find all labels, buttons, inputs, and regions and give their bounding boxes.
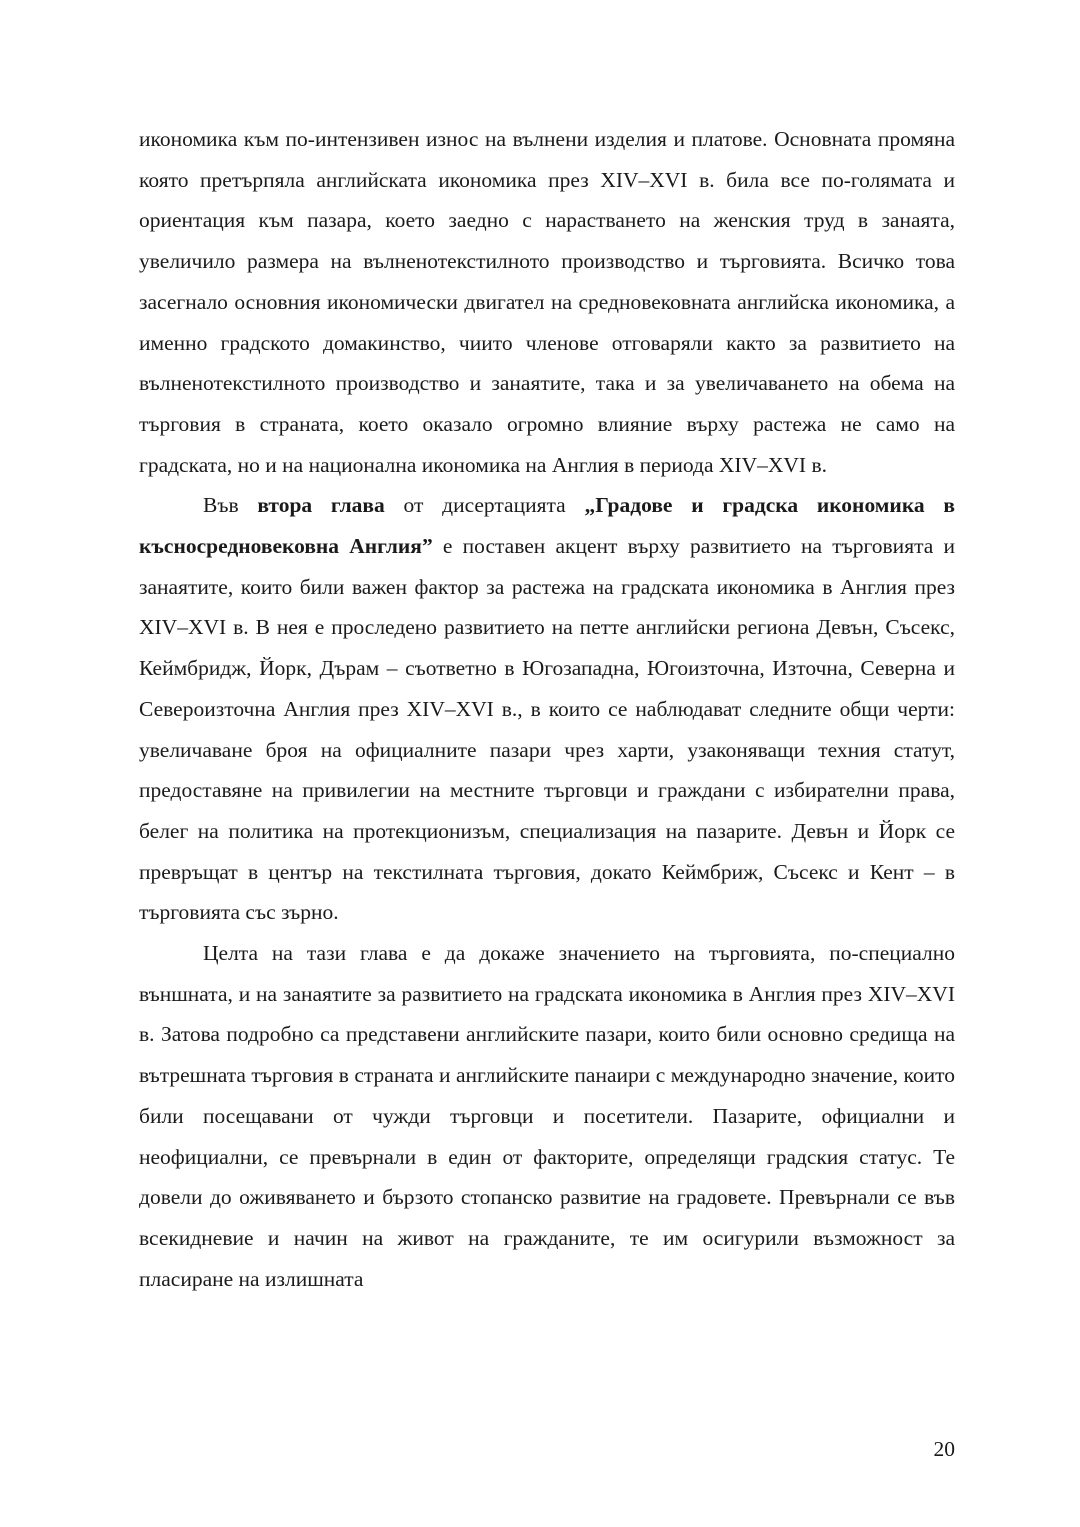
- paragraph-text: от дисертацията: [384, 493, 585, 518]
- dissertation-chapter-title: „Градове и градска икономика в късносредновековна Англия”: [139, 493, 955, 559]
- paragraph-chapter-goal: Целта на тази глава е да докаже значението на търговията, по-специално външната, и на занаятите за развитието на градската икономика в Англия през XIV–XVI в. Затова подробно са представени английските пазари, които били основно средища на вътрешната търговия в страната и английските панаири с международно значение, които били посещавани от чужди търговци и посетители. Пазарите, официални и неофициални, се превърнали в един от факторите, определящи градския статус. Те довели до оживяването и бързото стопанско развитие на градовете. Превърнали се във всекидневие и начин на живот на гражданите, те им осигурили възможност за пласиране на излишната: [139, 941, 955, 1291]
- paragraph-text: Във: [203, 493, 258, 518]
- paragraph-economy-summary: икономика към по-интензивен износ на вълнени изделия и платове. Основната промяна която претърпяла английската икономика през XIV–XVI в. била все по-голямата и ориентация към пазара, което заедно с нарастването на женския труд в занаята, увеличило размера на вълненотекстилното производство и търговията. Всичко това засегнало основния икономически двигател на средновековната английска икономика, а именно градското домакинство, чиито членове отговаряли както за развитието на вълненотекстилното производство и занаятите, така и за увеличаването на обема на търговия в страната, което оказало огромно влияние върху растежа не само на градската, но и на национална икономика на Англия в периода XIV–XVI в.: [139, 127, 955, 477]
- paragraph-chapter-two-intro: [139, 485, 955, 933]
- chapter-reference: втора глава: [257, 493, 385, 518]
- paragraph-text: е поставен акцент върху развитието на търговията и занаятите, които били важен фактор за растежа на градската икономика в Англия през XIV–XVI в. В нея е проследено развитието на петте английски региона Девън, Съсекс, Кеймбридж, Йорк, Дърам – съответно в Югозападна, Югоизточна, Източна, Северна и Североизточна Англия през XIV–XVI в., в които се наблюдават следните общи черти: увеличаване броя на официалните пазари чрез харти, узаконяващи техния статут, предоставяне на привилегии на местните търговци и граждани с избирателни права, белег на политика на протекционизъм, специализация на пазарите. Девън и Йорк се превръщат в център на текстилната търговия, докато Кеймбриж, Съсекс и Кент – в търговията със зърно.: [139, 534, 956, 925]
- page-number: 20: [933, 1437, 955, 1461]
- document-body: [139, 119, 955, 1299]
